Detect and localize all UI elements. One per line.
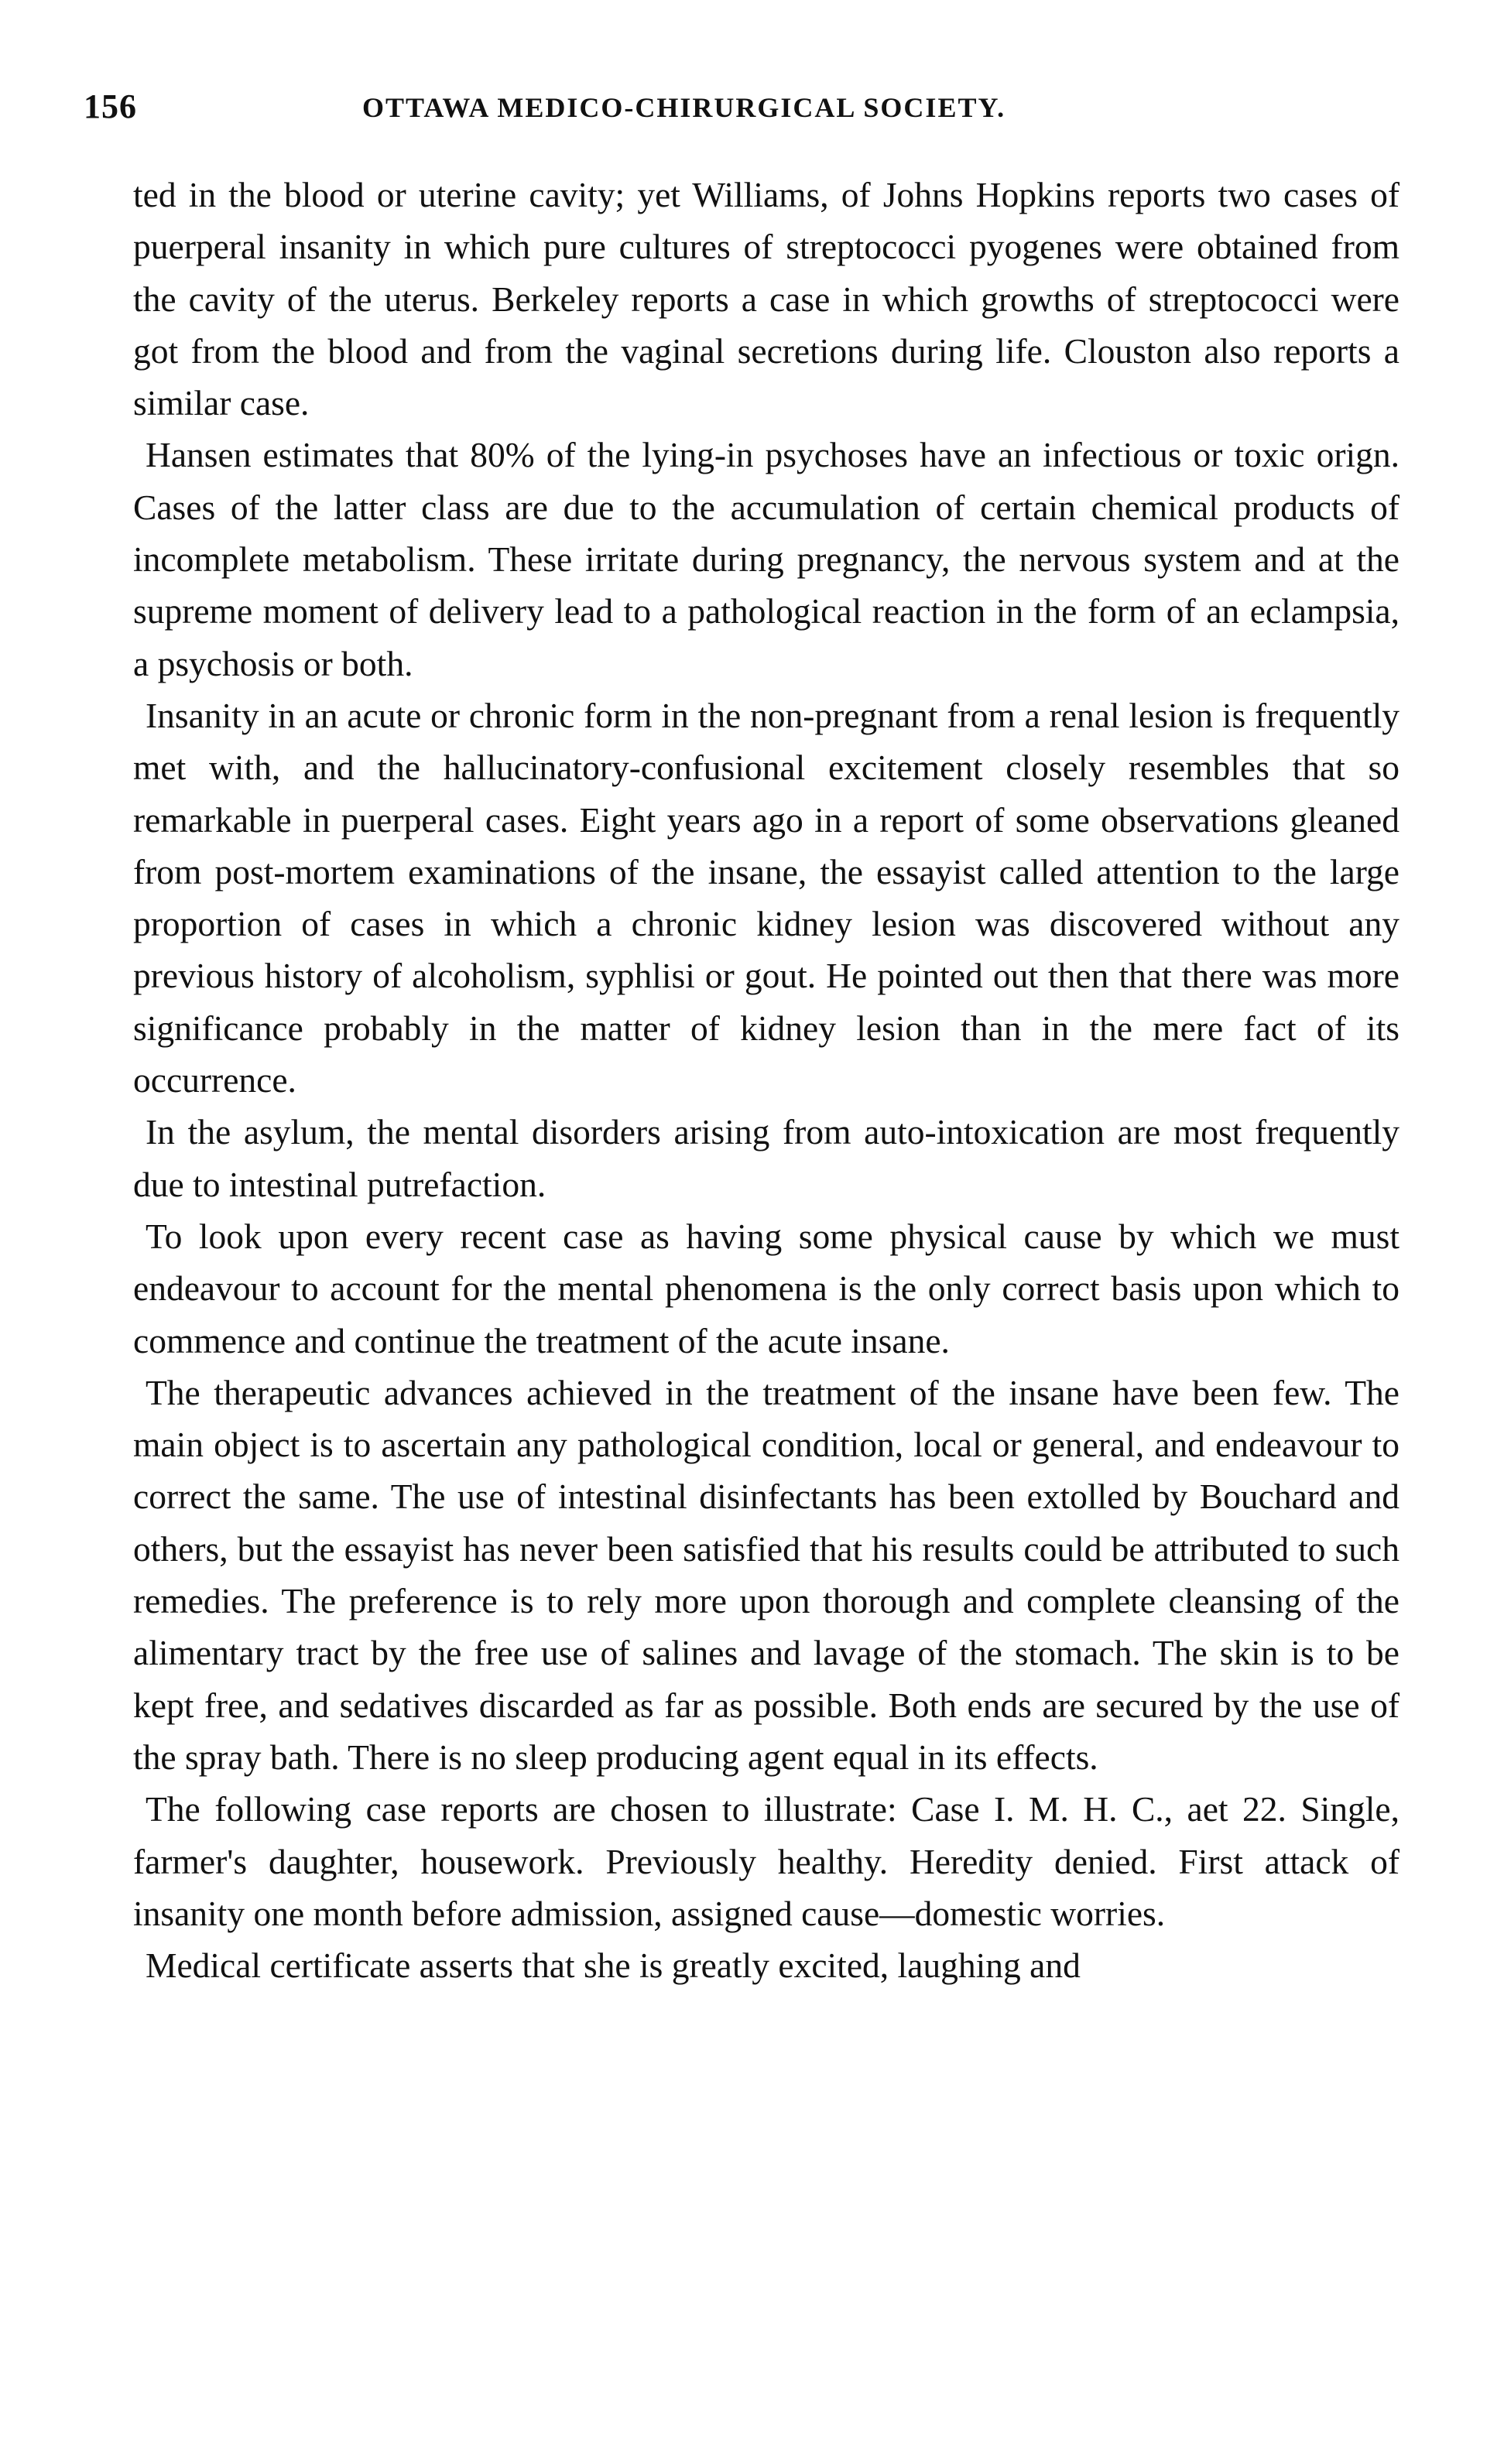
- paragraph-medical-certificate: Medical certificate asserts that she is greatly excited, laughing and: [146, 1946, 1081, 1986]
- paragraph-renal-lesion: Insanity in an acute or chronic form in the non-pregnant from a renal lesion is frequently met with, and the hallucinatory-confusional excitement closely resembles that so remarkable in puerperal cases. Eight years ago in a report of some observations gleaned from post-mortem examinations of the insane, the essayist called attention to the large proportion of cases in which a chronic kidney lesion was discovered without any previous history of alcoholism, syphlisi or gout. He pointed out then that there was more significance probably in the matter of kidney lesion than in the mere fact of its occurrence.: [133, 695, 1400, 1100]
- paragraph-case-reports: The following case reports are chosen to illustrate: Case I. M. H. C., aet 22. Single, farmer's daughter, housework. Previously healthy. Heredity denied. First attack of insanity one month before admission, assigned cause—domestic worries.: [133, 1789, 1400, 1933]
- body-text: [133, 169, 1400, 1991]
- paragraph-asylum-auto-intoxication: In the asylum, the mental disorders arising from auto-intoxication are most frequently due to intestinal putrefaction.: [133, 1112, 1400, 1204]
- paragraph-therapeutic-advances: The therapeutic advances achieved in the treatment of the insane have been few. The main object is to ascertain any pathological condition, local or general, and endeavour to correct the same. The use of intestinal disinfectants has been extolled by Bouchard and others, but the essayist has never been satisfied that his results could be attributed to such remedies. The preference is to rely more upon thorough and complete cleansing of the alimentary tract by the free use of salines and lavage of the stomach. The skin is to be kept free, and sedatives discarded as far as possible. Both ends are secured by the use of the spray bath. There is no sleep producing agent equal in its effects.: [133, 1372, 1400, 1777]
- paragraph-streptococci-cases: ted in the blood or uterine cavity; yet Williams, of Johns Hopkins reports two cases of puerperal insanity in which pure cultures of streptococci pyogenes were obtained from the cavity of the uterus. Berkeley reports a case in which growths of streptococci were got from the blood and from the vaginal secretions during life. Clouston also reports a similar case.: [133, 175, 1400, 423]
- paragraph-hansen-estimates: Hansen estimates that 80% of the lying-in psychoses have an infectious or toxic orign. Cases of the latter class are due to the accumulation of certain chemical products of incomplete metabolism. These irritate during pregnancy, the nervous system and at the supreme moment of delivery lead to a pathological reaction in the form of an eclampsia, a psychosis or both.: [133, 435, 1400, 683]
- paragraph-physical-cause: To look upon every recent case as having some physical cause by which we must endeavour to account for the mental phenomena is the only correct basis upon which to commence and continue the treatment of the acute insane.: [133, 1216, 1400, 1360]
- running-head: [84, 87, 1438, 133]
- page-number: 156: [84, 87, 137, 125]
- running-title: OTTAWA MEDICO-CHIRURGICAL SOCIETY.: [362, 92, 1006, 123]
